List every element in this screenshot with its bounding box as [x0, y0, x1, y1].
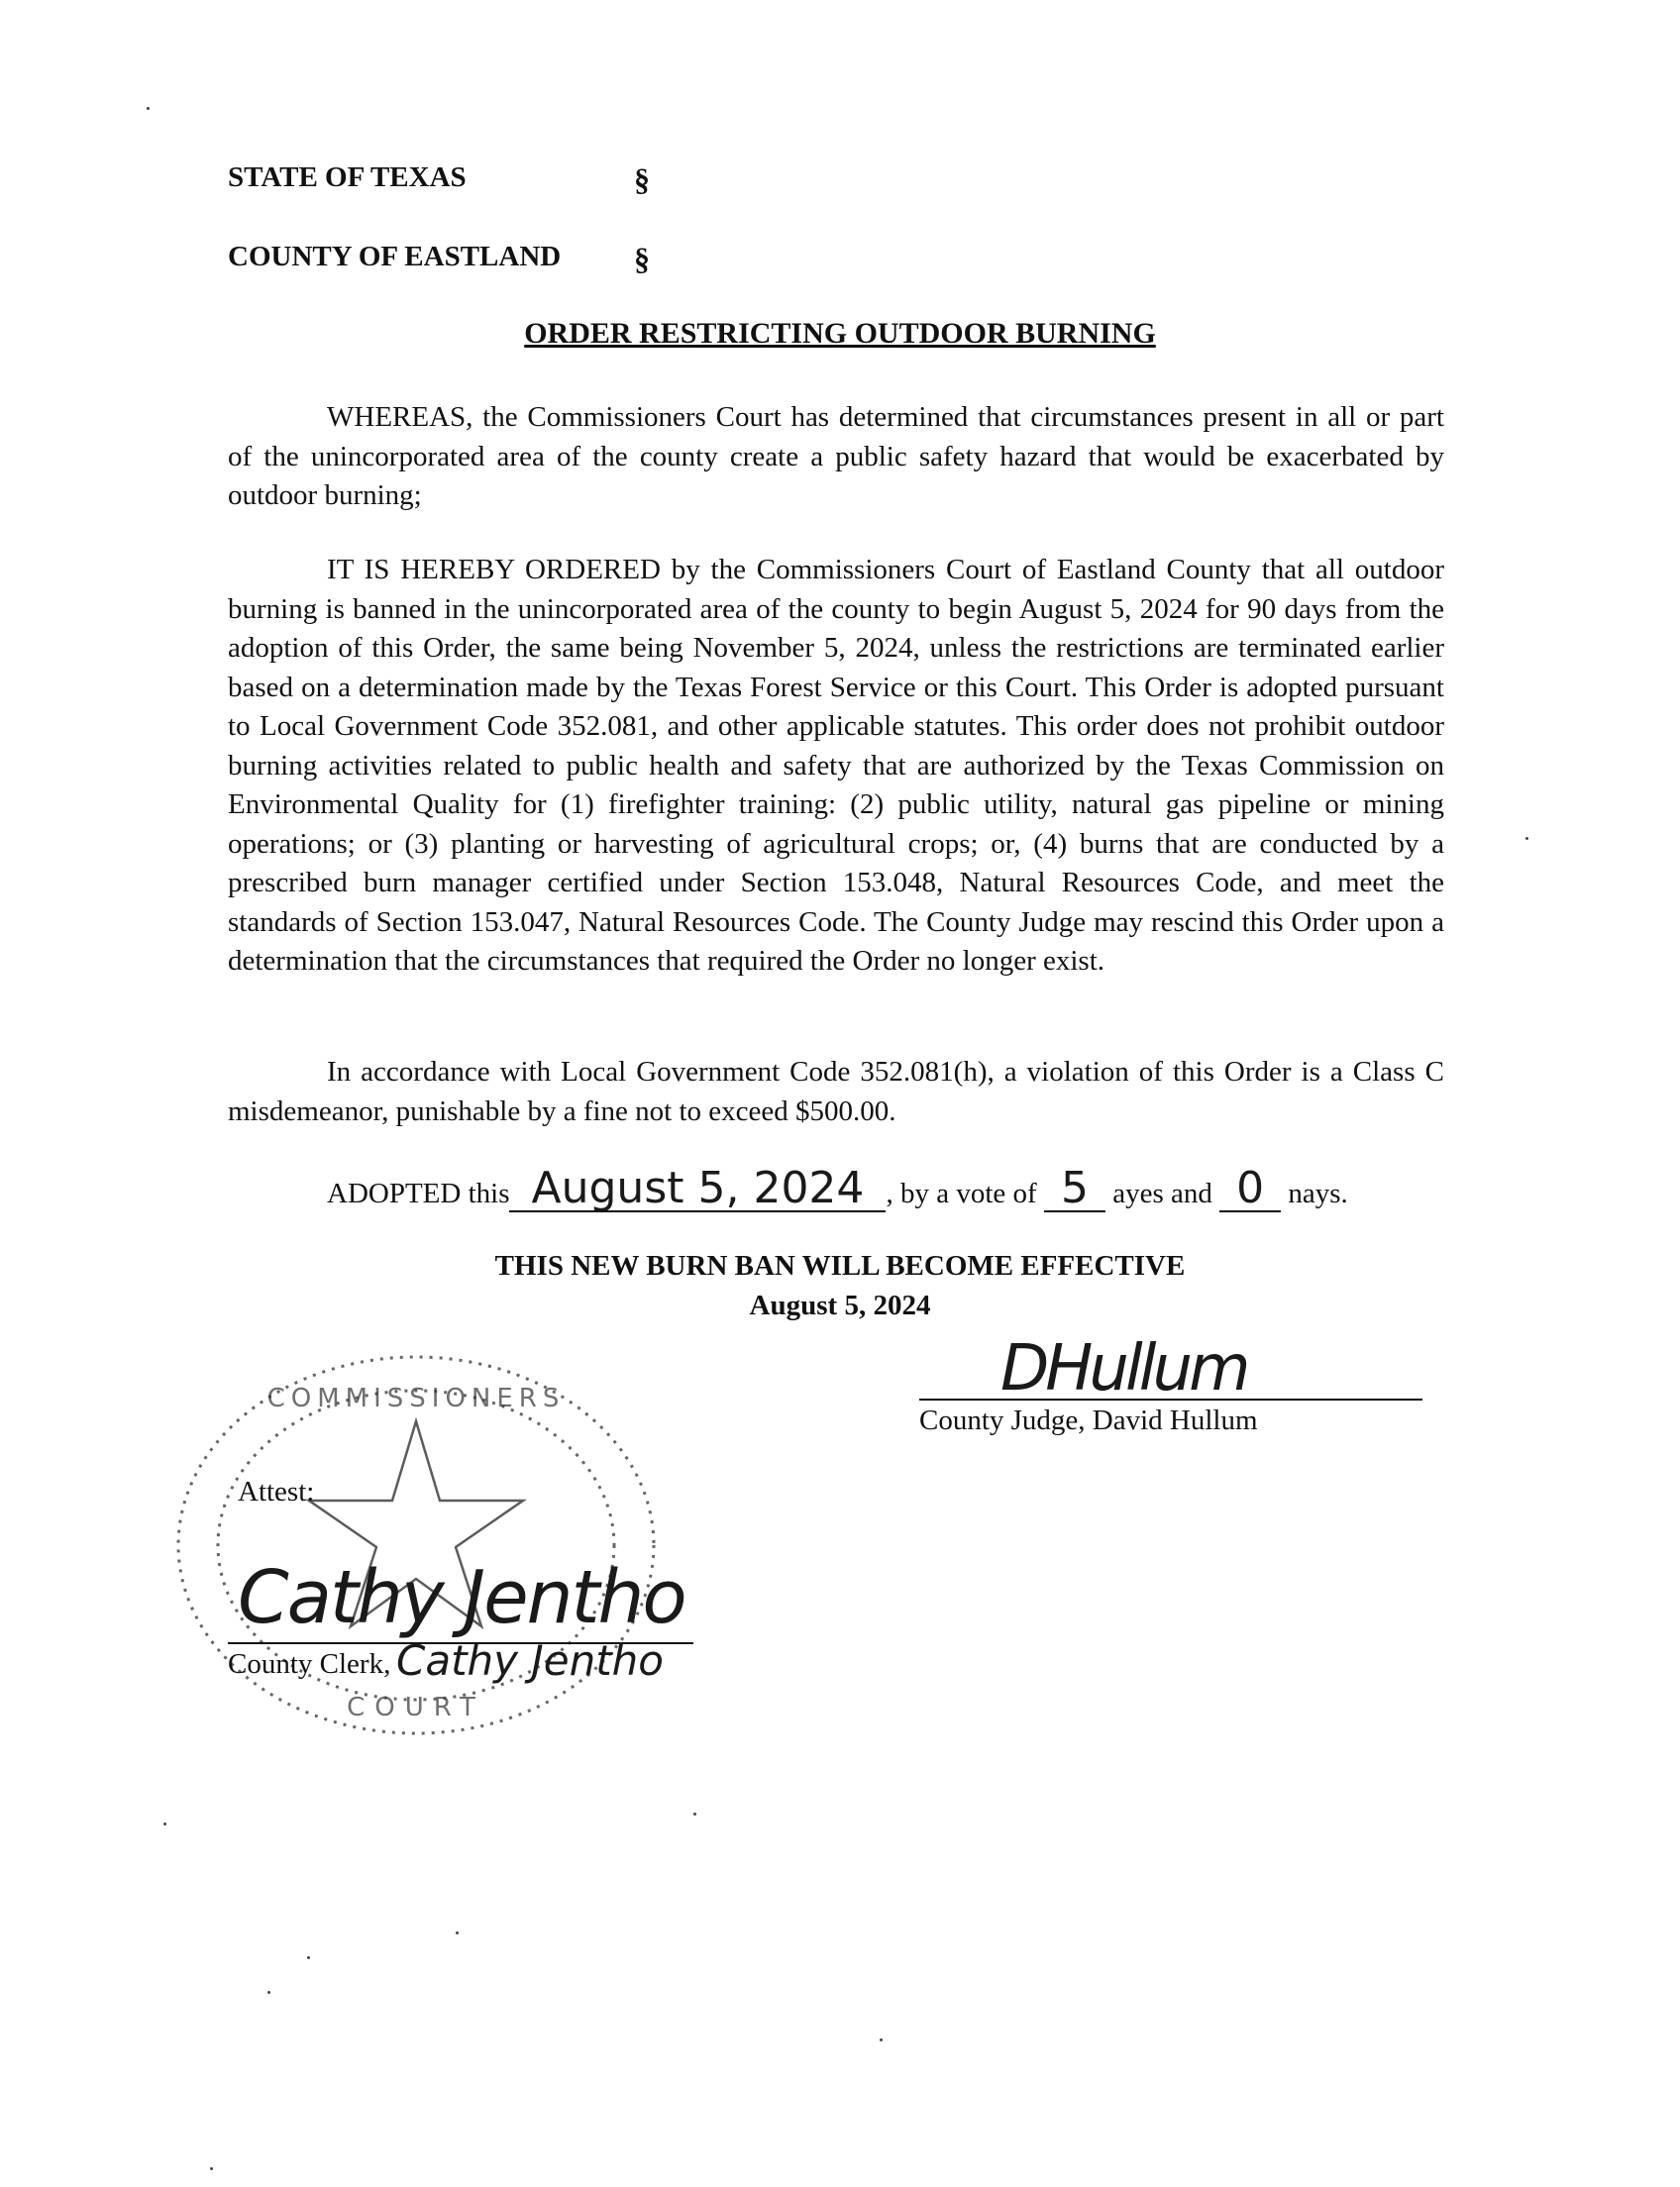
seal-text-bottom: COURT [347, 1693, 485, 1722]
scan-speck [163, 1822, 166, 1825]
county-label: COUNTY OF EASTLAND [228, 241, 562, 272]
scan-speck [210, 2167, 213, 2170]
section-symbol-1: § [634, 161, 650, 197]
scan-speck [267, 1991, 270, 1994]
effective-line-2: August 5, 2024 [749, 1290, 931, 1321]
adoption-line [327, 1163, 1348, 1213]
scan-speck [1525, 837, 1528, 840]
scan-speck [147, 107, 150, 110]
judge-signature-line [919, 1399, 1422, 1401]
attest-label: Attest: [238, 1476, 315, 1508]
violation-paragraph: In accordance with Local Government Code 352.081(h), a violation of this Order is a Class C misdemeanor, punishable by a fine not to exceed $500.00. [228, 1056, 1444, 1127]
judge-signature: DHullum [1000, 1332, 1247, 1406]
document-title: ORDER RESTRICTING OUTDOOR BURNING [524, 317, 1156, 350]
vote-prefix: , by a vote of [886, 1178, 1037, 1209]
header-state [228, 161, 467, 194]
county-seal [139, 1327, 693, 1763]
state-label: STATE OF TEXAS [228, 161, 467, 193]
scan-speck [880, 2038, 883, 2041]
scan-speck [693, 1813, 696, 1816]
nays-count-handwritten: 0 [1219, 1167, 1281, 1212]
nays-label: nays. [1288, 1178, 1348, 1209]
ayes-count-handwritten: 5 [1044, 1167, 1105, 1212]
adopted-prefix: ADOPTED this [327, 1178, 510, 1209]
whereas-paragraph: WHEREAS, the Commissioners Court has determined that circumstances present in all or part of the unincorporated area of the county create a public safety hazard that would be exacerbated by outdoor burning; [228, 401, 1444, 511]
ayes-label: ayes and [1112, 1178, 1212, 1209]
scan-speck [307, 1956, 310, 1959]
order-paragraph: IT IS HEREBY ORDERED by the Commissioners Court of Eastland County that all outdoor burning is banned in the unincorporated area of the county to begin August 5, 2024 for 90 days from the adoption of this Order, the same being November 5, 2024, unless the restrictions are terminated earlier based on a determination made by the Texas Forest Service or this Court. This Order is adopted pursuant to Local Government Code 352.081, and other applicable statutes. This order does not prohibit outdoor burning activities related to public health and safety that are authorized by the Texas Commission on Environmental Quality for (1) firefighter training: (2) public utility, natural gas pipeline or mining operations; or (3) planting or harvesting of agricultural crops; or, (4) burns that are conducted by a prescribed burn manager certified under Section 153.048, Natural Resources Code, and meet the standards of Section 153.047, Natural Resources Code. The County Judge may rescind this Order upon a determination that the circumstances that required the Order no longer exist. [228, 554, 1444, 977]
clerk-signature: Cathy Jentho [238, 1555, 685, 1640]
adoption-date-handwritten: August 5, 2024 [509, 1167, 886, 1212]
clerk-caption: County Clerk, [228, 1648, 391, 1680]
header-county [228, 241, 561, 273]
seal-text-top: COMMISSIONERS [266, 1384, 566, 1413]
scan-speck [456, 1931, 459, 1934]
judge-caption: County Judge, David Hullum [919, 1405, 1258, 1436]
effective-line-1: THIS NEW BURN BAN WILL BECOME EFFECTIVE [494, 1250, 1186, 1282]
section-symbol-2: § [634, 241, 650, 276]
clerk-name-handwritten: Cathy Jentho [396, 1636, 664, 1685]
